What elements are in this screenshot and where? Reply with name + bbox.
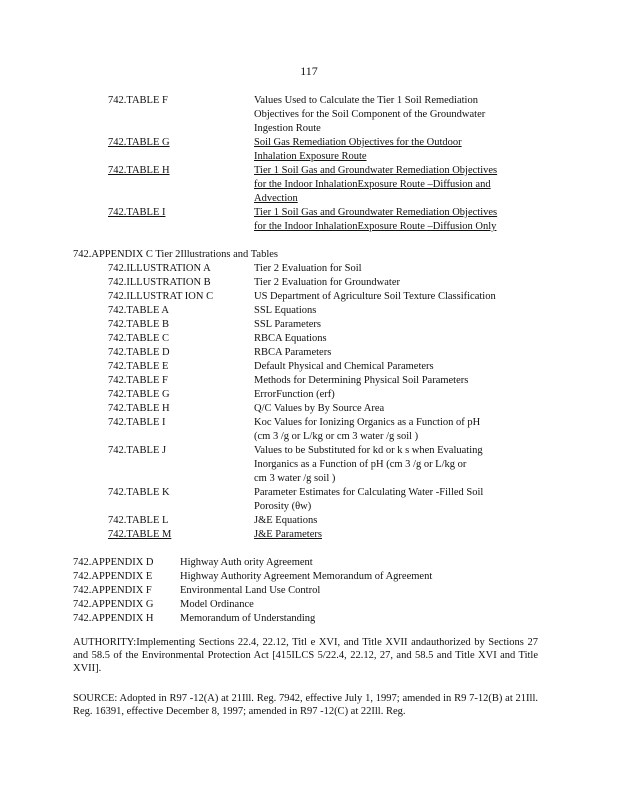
tier2-table-l-ref: 742.TABLE L xyxy=(108,515,169,526)
appendix-f-desc: Environmental Land Use Control xyxy=(180,585,321,596)
table-g-ref: 742.TABLE G xyxy=(108,137,170,148)
tier2-table-f-desc: Methods for Determining Physical Soil Parameters xyxy=(254,375,469,386)
illustration-c-desc: US Department of Agriculture Soil Texture Classification xyxy=(254,291,496,302)
tier2-table-i-ref: 742.TABLE I xyxy=(108,417,166,428)
appendix-f-ref: 742.APPENDIX F xyxy=(73,585,152,596)
table-g-desc-2: Inhalation Exposure Route xyxy=(254,151,367,162)
appendix-h-desc: Memorandum of Understanding xyxy=(180,613,316,624)
tier2-table-k-desc-2: Porosity (θw) xyxy=(254,501,312,512)
tier2-table-l-desc: J&E Equations xyxy=(254,515,318,526)
appendix-g-ref: 742.APPENDIX G xyxy=(73,599,154,610)
tier2-table-e-desc: Default Physical and Chemical Parameters xyxy=(254,361,434,372)
appendix-e-ref: 742.APPENDIX E xyxy=(73,571,153,582)
source-paragraph: SOURCE: Adopted in R97 -12(A) at 21Ill. Reg. 7942, effective July 1, 1997; amended in R9 7-12(B) at 21Ill. Reg. 16391, effective December 8, 1997; amended in R97 -12(C) at 22Ill. Reg. xyxy=(73,693,538,717)
tier2-table-g-desc: ErrorFunction (erf) xyxy=(254,389,335,400)
tier2-table-e-ref: 742.TABLE E xyxy=(108,361,169,372)
tier2-table-j-desc-2: Inorganics as a Function of pH (cm 3 /g or L/kg or xyxy=(254,459,467,470)
tier2-table-b-ref: 742.TABLE B xyxy=(108,319,169,330)
tier2-table-k-desc-1: Parameter Estimates for Calculating Water -Filled Soil xyxy=(254,487,484,498)
tier2-table-f-ref: 742.TABLE F xyxy=(108,375,168,386)
tier2-table-j-desc-3: cm 3 water /g soil ) xyxy=(254,473,336,484)
illustration-b-ref: 742.ILLUSTRATION B xyxy=(108,277,211,288)
appendix-g-desc: Model Ordinance xyxy=(180,599,254,610)
appendix-h-ref: 742.APPENDIX H xyxy=(73,613,154,624)
tier2-table-b-desc: SSL Parameters xyxy=(254,319,321,330)
appendix-c-heading: 742.APPENDIX C Tier 2Illustrations and Tables xyxy=(73,249,278,260)
tier2-table-i-desc-1: Koc Values for Ionizing Organics as a Function of pH xyxy=(254,417,481,428)
table-f-desc-2: Objectives for the Soil Component of the Groundwater xyxy=(254,109,486,120)
tier2-table-j-ref: 742.TABLE J xyxy=(108,445,167,456)
table-f-ref: 742.TABLE F xyxy=(108,95,168,106)
tier2-table-m-ref: 742.TABLE M xyxy=(108,529,172,540)
tier2-table-a-ref: 742.TABLE A xyxy=(108,305,169,316)
tier2-table-k-ref: 742.TABLE K xyxy=(108,487,170,498)
tier2-table-j-desc-1: Values to be Substituted for kd or k s when Evaluating xyxy=(254,445,483,456)
illustration-c-ref: 742.ILLUSTRAT ION C xyxy=(108,291,214,302)
table-f-desc-3: Ingestion Route xyxy=(254,123,321,134)
appendix-d-ref: 742.APPENDIX D xyxy=(73,557,154,568)
tier2-table-h-desc: Q/C Values by By Source Area xyxy=(254,403,385,414)
tier2-table-d-ref: 742.TABLE D xyxy=(108,347,170,358)
table-i-desc-2: for the Indoor InhalationExposure Route –Diffusion Only xyxy=(254,221,497,232)
table-f-desc-1: Values Used to Calculate the Tier 1 Soil Remediation xyxy=(254,95,478,106)
table-h-desc-1: Tier 1 Soil Gas and Groundwater Remediation Objectives xyxy=(254,165,498,176)
authority-paragraph: AUTHORITY:Implementing Sections 22.4, 22.12, Titl e XVI, and Title XVII andauthorized by Sections 27 and 58.5 of the Environmental Protection Act [415ILCS 5/22.4, 22.12, 27, and 58.5 and Title XVI and Title XVII]. xyxy=(73,637,538,674)
illustration-a-ref: 742.ILLUSTRATION A xyxy=(108,263,211,274)
illustration-b-desc: Tier 2 Evaluation for Groundwater xyxy=(254,277,400,288)
table-i-desc-1: Tier 1 Soil Gas and Groundwater Remediation Objectives xyxy=(254,207,498,218)
tier2-table-g-ref: 742.TABLE G xyxy=(108,389,170,400)
tier2-table-d-desc: RBCA Parameters xyxy=(254,347,332,358)
illustration-a-desc: Tier 2 Evaluation for Soil xyxy=(254,263,362,274)
appendix-d-desc: Highway Auth ority Agreement xyxy=(180,557,313,568)
table-h-desc-3: Advection xyxy=(254,193,298,204)
table-i-ref: 742.TABLE I xyxy=(108,207,166,218)
tier2-table-c-ref: 742.TABLE C xyxy=(108,333,169,344)
table-h-ref: 742.TABLE H xyxy=(108,165,170,176)
tier2-table-m-desc: J&E Parameters xyxy=(254,529,322,540)
page-number: 117 xyxy=(300,64,318,78)
tier2-table-c-desc: RBCA Equations xyxy=(254,333,327,344)
tier2-table-i-desc-2: (cm 3 /g or L/kg or cm 3 water /g soil ) xyxy=(254,431,419,442)
tier2-table-a-desc: SSL Equations xyxy=(254,305,317,316)
table-h-desc-2: for the Indoor InhalationExposure Route –Diffusion and xyxy=(254,179,491,190)
table-g-desc-1: Soil Gas Remediation Objectives for the Outdoor xyxy=(254,137,462,148)
tier2-table-h-ref: 742.TABLE H xyxy=(108,403,170,414)
appendix-e-desc: Highway Authority Agreement Memorandum of Agreement xyxy=(180,571,433,582)
